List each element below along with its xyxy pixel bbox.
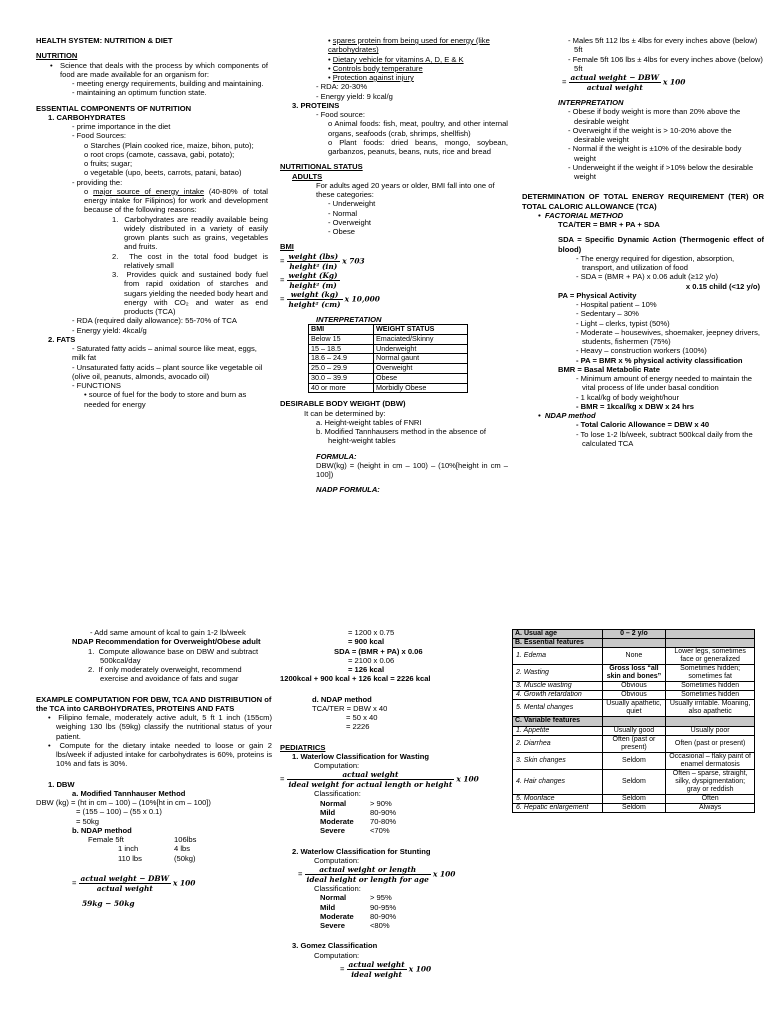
calc-line: = 126 kcal — [348, 665, 385, 674]
bmr-formula: - BMR = 1kcal/kg x DBW x 24 hrs — [576, 401, 694, 411]
sum-line: 1200kcal + 900 kcal + 126 kcal = 2226 kcal — [280, 674, 431, 684]
carbs-source-item: o root crops (camote, cassava, gabi, potato); — [84, 149, 235, 159]
table-cell: Sometimes hidden — [666, 682, 755, 691]
bmr-item: - Minimum amount of energy needed to maintain the vital process of life under basal condition — [576, 374, 753, 393]
table-cell: None — [602, 648, 666, 665]
example-item: • Filipino female, moderately active adult, 5 ft 1 inch (155cm) weighing 130 lbs (59kg) classify the nutritional status of your patient. — [48, 713, 272, 741]
interpretation-item: - Overweight if the weight is > 10-20% above the desirable weight — [568, 125, 732, 145]
table-cell: Often — [666, 794, 755, 803]
class-name: Normal — [320, 893, 347, 903]
gomez-formula: = $\frac{\text{actual weight}}{\text{ideal weight}}$ x 100 — [340, 959, 432, 979]
table-cell: 2. Diarrhea — [513, 735, 603, 752]
class-name: Mild — [320, 807, 336, 817]
table-cell: 4. Growth retardation — [513, 691, 603, 700]
carbs-source-item: o vegetable (upo, beets, carrots, patani, batao) — [84, 168, 242, 178]
fat-function-item: • Protection against injury — [328, 73, 414, 82]
pa-item: - Moderate – housewives, shoemaker, jeepney drivers, students, fishermen (75%) — [576, 327, 761, 347]
table-cell — [666, 717, 755, 726]
example-heading: EXAMPLE COMPUTATION FOR DBW, TCA AND DISTRIBUTION of the TCA into CARBOHYDRATES, PROTEINS AND FATS — [36, 694, 272, 713]
class-value: <70% — [370, 826, 390, 836]
table-cell — [602, 639, 666, 648]
proteins-item: o Animal foods: fish, meat, poultry, and other internal organs, seafoods (crab, shrimps, shellfish) — [328, 119, 508, 138]
nutrition-definition: • Science that deals with the process by which components of food are made available for an organism for: — [50, 60, 268, 79]
class-name: Moderate — [320, 911, 354, 921]
grid-cell: Female 5ft — [88, 835, 124, 844]
table-cell: Usually apathetic, quiet — [602, 700, 666, 717]
table-row — [513, 648, 755, 665]
bmi-heading: BMI — [280, 242, 294, 252]
class-value: 70-80% — [370, 817, 397, 827]
class-name: Severe — [320, 826, 345, 836]
table-cell — [666, 630, 755, 639]
dbw-item: b. Modified Tannhausers method in the absence of height-weight tables — [316, 427, 486, 446]
nutritional-status-heading: NUTRITIONAL STATUS — [280, 162, 363, 172]
pediatrics-heading: PEDIATRICS — [280, 742, 326, 752]
column-proteins-status — [280, 36, 508, 566]
sda-child: x 0.15 child (<12 y/o) — [685, 281, 760, 291]
fats-item: - Saturated fatty acids – animal source like meat, eggs, milk fat — [72, 344, 257, 363]
adults-text: For adults aged 20 years or older, BMI fall into one of these categories: — [316, 180, 495, 199]
table-section-row — [513, 717, 755, 726]
pa-item: - Sedentary – 30% — [576, 309, 639, 319]
column-nutrition — [36, 36, 268, 566]
dbw-calc-line: DBW (kg) = (ht in cm – 100) – (10%[ht in cm – 100]) — [36, 798, 211, 807]
sda-item: - SDA = (BMR + PA) x 0.06 adult (≥12 y/o) — [576, 272, 719, 282]
table-cell: Morbidly Obese — [374, 383, 468, 393]
wasting-classification — [280, 799, 506, 836]
females-weight: - Female 5ft 106 lbs ± 4lbs for every inches above (below) 5ft — [568, 54, 763, 73]
gain-text: - Add same amount of kcal to gain 1-2 lb/week — [90, 628, 246, 637]
bmr-item: - 1 kcal/kg of body weight/hour — [576, 392, 679, 402]
table-cell — [666, 639, 755, 648]
adults-category: - Overweight — [328, 217, 372, 227]
page-title: HEALTH SYSTEM: NUTRITION & DIET — [36, 36, 173, 45]
table-cell: Obvious — [602, 682, 666, 691]
proteins-item: o Plant foods: dried beans, mongo, soybean, garbanzos, peanuts, beans, nuts, rice and bread — [328, 137, 508, 156]
dbw-calc-line: = 50kg — [76, 816, 100, 826]
calc-line: = 900 kcal — [348, 637, 385, 647]
interpretation-item: - Obese if body weight is more than 20% above the desirable weight — [568, 107, 741, 126]
class-name: Mild — [320, 902, 336, 912]
adults-category: - Normal — [328, 208, 358, 218]
fats-heading: 2. FATS — [48, 334, 76, 344]
class-value: 80-90% — [370, 911, 397, 921]
fat-rda: - RDA: 20-30% — [316, 82, 368, 92]
table-row — [513, 691, 755, 700]
ndap-item: - To lose 1-2 lb/week, subtract 500kcal daily from the calculated TCA — [576, 429, 753, 448]
dbw-section-heading: 1. DBW — [48, 779, 75, 789]
example-formula: = $\frac{\text{actual weight − DBW}}{\text{actual weight}}$ x 100 — [72, 873, 196, 893]
table-cell: Obvious — [602, 691, 666, 700]
computation-label: Computation: — [314, 950, 360, 960]
carbs-yield: - Energy yield: 4kcal/g — [72, 325, 147, 335]
table-section-row — [513, 630, 755, 639]
table-cell: 18.6 – 24.9 — [309, 354, 374, 364]
ndap-recommendation: NDAP Recommendation for Overweight/Obese adult — [72, 637, 261, 647]
table-row — [309, 383, 468, 393]
ndap-interpretation-heading: INTERPRETATION — [558, 98, 624, 108]
computation-label: Computation: — [314, 761, 360, 770]
ndap-item: - Total Caloric Allowance = DBW x 40 — [576, 420, 710, 430]
sda-item: - The energy required for digestion, absorption, transport, and utilization of food — [576, 253, 735, 273]
table-row — [513, 803, 755, 812]
table-row — [513, 700, 755, 717]
table-row — [513, 735, 755, 752]
column-example — [36, 628, 272, 1024]
interpretation-item: - Normal if the weight is ±10% of the desirable body weight — [568, 144, 742, 163]
nutrition-heading: NUTRITION — [36, 51, 78, 61]
table-cell: Sometimes hidden; sometimes fat — [666, 665, 755, 682]
table-cell: 4. Hair changes — [513, 769, 603, 794]
recommendation-item: 2. If only moderately overweight, recommend exercise and avoidance of fats and sugar — [88, 665, 242, 684]
class-value: <80% — [370, 921, 390, 931]
fat-function-item: • Controls body temperature — [328, 63, 423, 73]
carbs-providing: - providing the: — [72, 177, 123, 187]
table-header-cell: WEIGHT STATUS — [374, 324, 468, 334]
table-row — [513, 752, 755, 769]
formula-text: DBW(kg) = (height in cm – 100) – (10%[height in cm – 100]) — [316, 460, 508, 480]
nutrition-item: - maintaining an optimum function state. — [72, 88, 207, 98]
table-cell: Usually poor — [666, 726, 755, 735]
table-cell: A. Usual age — [513, 630, 603, 639]
table-cell: Often (past or present) — [602, 735, 666, 752]
sda-line: SDA = (BMR + PA) x 0.06 — [334, 646, 423, 656]
classification-label: Classification: — [314, 884, 361, 894]
carbs-source-item: o Starches (Plain cooked rice, maize, bihon, puto); — [84, 140, 254, 150]
table-row — [309, 364, 468, 374]
class-name: Severe — [320, 921, 345, 931]
table-cell: Occasional – flaky paint of enamel dermatosis — [666, 752, 755, 769]
table-cell: 15 – 18.5 — [309, 344, 374, 354]
table-cell: Obese — [374, 373, 468, 383]
calc-line: = 2100 x 0.06 — [348, 655, 395, 665]
table-header-cell: BMI — [309, 324, 374, 334]
reason-item: 1. Carbohydrates are readily available being widely distributed in a variety of easily grown plants such as grains, vegetables and fruits. — [112, 214, 268, 252]
ndap-grid — [36, 835, 272, 863]
table-cell: 40 or more — [309, 383, 374, 393]
table-cell: Lower legs, sometimes face or generalized — [666, 648, 755, 665]
bmi-formula-cm: = $\frac{\text{weight (kg)}}{\text{height² (cm)}}$ x 10,000 — [280, 289, 380, 309]
carbs-source-item: o fruits; sugar; — [84, 159, 133, 168]
grid-cell: (50kg) — [174, 853, 196, 863]
tannhauser-heading: a. Modified Tannhauser Method — [72, 788, 186, 798]
table-cell: Seldom — [602, 803, 666, 812]
dbw-calc-line: = (155 – 100) – (55 x 0.1) — [76, 807, 162, 817]
pa-formula: - PA = BMR x % physical activity classification — [576, 355, 743, 365]
class-name: Moderate — [320, 817, 354, 827]
table-row — [513, 794, 755, 803]
table-cell: Underweight — [374, 344, 468, 354]
table-cell: 3. Muscle wasting — [513, 682, 603, 691]
classification-label: Classification: — [314, 789, 361, 799]
fats-function: • source of fuel for the body to store and burn as needed for energy — [84, 390, 247, 409]
class-name: Normal — [320, 798, 347, 808]
fat-function-item: • Dietary vehicle for vitamins A, D, E & K — [328, 54, 464, 64]
table-cell: 1. Edema — [513, 648, 603, 665]
table-cell — [602, 717, 666, 726]
example-item: • Compute for the dietary intake needed to loose or gain 2 lbs/week if adjusted intake for carbohydrates is 60%, proteins is 10% and fats is 30%. — [48, 740, 272, 769]
tca-formula: TCA/TER = BMR + PA + SDA — [558, 220, 660, 230]
table-header-row — [309, 324, 468, 334]
column-tca — [522, 36, 764, 586]
table-row — [513, 769, 755, 794]
example-formula-last: 59kg − 50kg — [82, 898, 135, 908]
bmi-interpretation-heading: INTERPRETATION — [316, 314, 382, 324]
class-value: > 95% — [370, 893, 392, 903]
table-cell: Usually good — [602, 726, 666, 735]
table-cell: C. Variable features — [513, 717, 603, 726]
table-cell: Seldom — [602, 769, 666, 794]
fat-yield: - Energy yield: 9 kcal/g — [316, 91, 393, 101]
table-cell: Often (past or present) — [666, 735, 755, 752]
adults-category: - Underweight — [328, 199, 376, 209]
carbs-heading: 1. CARBOHYDRATES — [48, 112, 126, 122]
table-cell: Below 15 — [309, 334, 374, 344]
calc-line: = 1200 x 0.75 — [348, 628, 395, 637]
formula-heading: FORMULA: — [316, 451, 357, 461]
table-row — [513, 665, 755, 682]
bmi-table — [308, 324, 468, 393]
table-cell: 25.0 – 29.9 — [309, 364, 374, 374]
table-cell: Gross loss “all skin and bones” — [602, 665, 666, 682]
nadp-formula-heading: NADP FORMULA: — [316, 485, 380, 495]
table-cell: Always — [666, 803, 755, 812]
table-cell: 3. Skin changes — [513, 752, 603, 769]
fat-function-item: • spares protein from being used for energy (like carbohydrates) — [328, 36, 490, 55]
carbs-major: o major source of energy intake (40-80% of total energy intake for Filipinos) for work and development because of the following reasons: — [84, 186, 268, 215]
table-cell: 0 – 2 y/o — [602, 630, 666, 639]
table-cell: 6. Hepatic enlargement — [513, 803, 603, 812]
ndap-formula: = $\frac{\text{actual weight − DBW}}{\text{actual weight}}$ x 100 — [562, 73, 686, 93]
carbs-sources: - Food Sources: — [72, 131, 127, 141]
wasting-formula: = $\frac{\text{actual weight}}{\text{ideal weight for actual length or height}}$ x 100 — [280, 770, 479, 790]
table-cell: 1. Appetite — [513, 726, 603, 735]
adults-category: - Obese — [328, 227, 356, 236]
proteins-heading: 3. PROTEINS — [292, 100, 340, 110]
fats-item: - FUNCTIONS — [72, 381, 121, 390]
bmi-formula-lbs: = $\frac{\text{weight (lbs)}}{\text{height² (in)}}$ x 703 — [280, 251, 365, 271]
grid-cell: 110 lbs — [118, 853, 142, 863]
adults-heading: ADULTS — [292, 171, 323, 181]
ndap-method: • NDAP method — [538, 411, 596, 421]
table-row — [513, 726, 755, 735]
ndap-line: = 50 x 40 — [346, 713, 378, 722]
pa-item: - Light – clerks, typist (50%) — [576, 318, 670, 328]
stunting-formula: = $\frac{\text{actual weight or length}}{\text{ideal height or length for age}}$ x 100 — [298, 865, 456, 885]
table-cell: Normal gaunt — [374, 354, 468, 364]
carbs-prime: - prime importance in the diet — [72, 122, 171, 131]
sda-heading: SDA = Specific Dynamic Action (Thermogenic effect of blood) — [558, 235, 764, 254]
tca-heading: DETERMINATION OF TOTAL ENERGY REQUIREMENT (TER) OR TOTAL CALORIC ALLOWANCE (TCA) — [522, 192, 764, 211]
fats-item: - Unsaturated fatty acids – plant source like vegetable oil (olive oil, peanuts, almonds, avocado oil) — [72, 362, 263, 381]
table-cell: Seldom — [602, 752, 666, 769]
grid-cell: 4 lbs — [174, 844, 191, 854]
nutrition-item: - meeting energy requirements, building and maintaining. — [72, 79, 264, 88]
reason-item: 3. Provides quick and sustained body fuel from rapid oxidation of starches and sugars yielding the needed body heart and energy with CO₂ and water as end products (TCA) — [112, 270, 268, 316]
waterlow-wasting-heading: 1. Waterlow Classification for Wasting — [292, 751, 429, 761]
pa-item: - Heavy – construction workers (100%) — [576, 346, 707, 356]
class-value: 90-95% — [370, 902, 397, 912]
features-table — [512, 629, 755, 813]
table-row — [309, 373, 468, 383]
bmr-heading: BMR = Basal Metabolic Rate — [558, 364, 660, 374]
table-section-row — [513, 639, 755, 648]
males-weight: - Males 5ft 112 lbs ± 4lbs for every inches above (below) 5ft — [568, 36, 758, 55]
table-cell: Usually irritable. Moaning, also apathetic — [666, 700, 755, 717]
dbw-text: It can be determined by: — [304, 408, 386, 418]
interpretation-item: - Underweight if the weight if >10% below the desirable weight — [568, 162, 754, 182]
table-cell: 2. Wasting — [513, 665, 603, 682]
table-cell: B. Essential features — [513, 639, 603, 648]
pa-heading: PA = Physical Activity — [558, 290, 637, 300]
column-features-table — [512, 629, 756, 909]
table-row — [513, 682, 755, 691]
table-cell: Sometimes hidden — [666, 691, 755, 700]
ndap-line: = 2226 — [346, 722, 370, 732]
pa-item: - Hospital patient – 10% — [576, 300, 657, 310]
ndap-line: TCA/TER = DBW x 40 — [312, 703, 388, 713]
table-cell: Overweight — [374, 364, 468, 374]
table-cell: 5. Moonface — [513, 794, 603, 803]
essential-heading: ESSENTIAL COMPONENTS OF NUTRITION — [36, 103, 192, 113]
stunting-classification — [280, 893, 506, 930]
grid-cell: 106lbs — [174, 835, 197, 844]
table-cell: 5. Mental changes — [513, 700, 603, 717]
waterlow-stunting-heading: 2. Waterlow Classification for Stunting — [292, 846, 431, 856]
table-cell: Seldom — [602, 794, 666, 803]
ndap-method-heading: b. NDAP method — [72, 825, 132, 835]
gomez-heading: 3. Gomez Classification — [292, 941, 378, 951]
reason-item: 2. The cost in the total food budget is relatively small — [112, 251, 268, 270]
table-row — [309, 334, 468, 344]
bmi-formula-kg: = $\frac{\text{weight (Kg)}}{\text{height² (m)}}$ — [280, 270, 338, 290]
table-cell: Often – sparse, straight, silky, dyspigmentation; gray or reddish — [666, 769, 755, 794]
table-cell: Emaciated/Skinny — [374, 334, 468, 344]
carbs-rda: - RDA (required daily allowance): 55-70% of TCA — [72, 316, 237, 326]
recommendation-item: 1. Compute allowance base on DBW and subtract 500kcal/day — [88, 646, 259, 665]
ndap-method-heading: d. NDAP method — [312, 694, 372, 704]
computation-label: Computation: — [314, 855, 360, 865]
dbw-heading: DESIRABLE BODY WEIGHT (DBW) — [280, 399, 406, 409]
grid-cell: 1 inch — [118, 844, 139, 854]
class-value: 80-90% — [370, 807, 397, 817]
dbw-item: a. Height-weight tables of FNRI — [316, 417, 422, 427]
class-value: > 90% — [370, 798, 392, 808]
proteins-source: - Food source: — [316, 110, 365, 119]
table-cell: 30.0 – 39.9 — [309, 373, 374, 383]
factorial-method: • FACTORIAL METHOD — [538, 210, 624, 220]
column-pediatrics — [280, 628, 506, 1024]
